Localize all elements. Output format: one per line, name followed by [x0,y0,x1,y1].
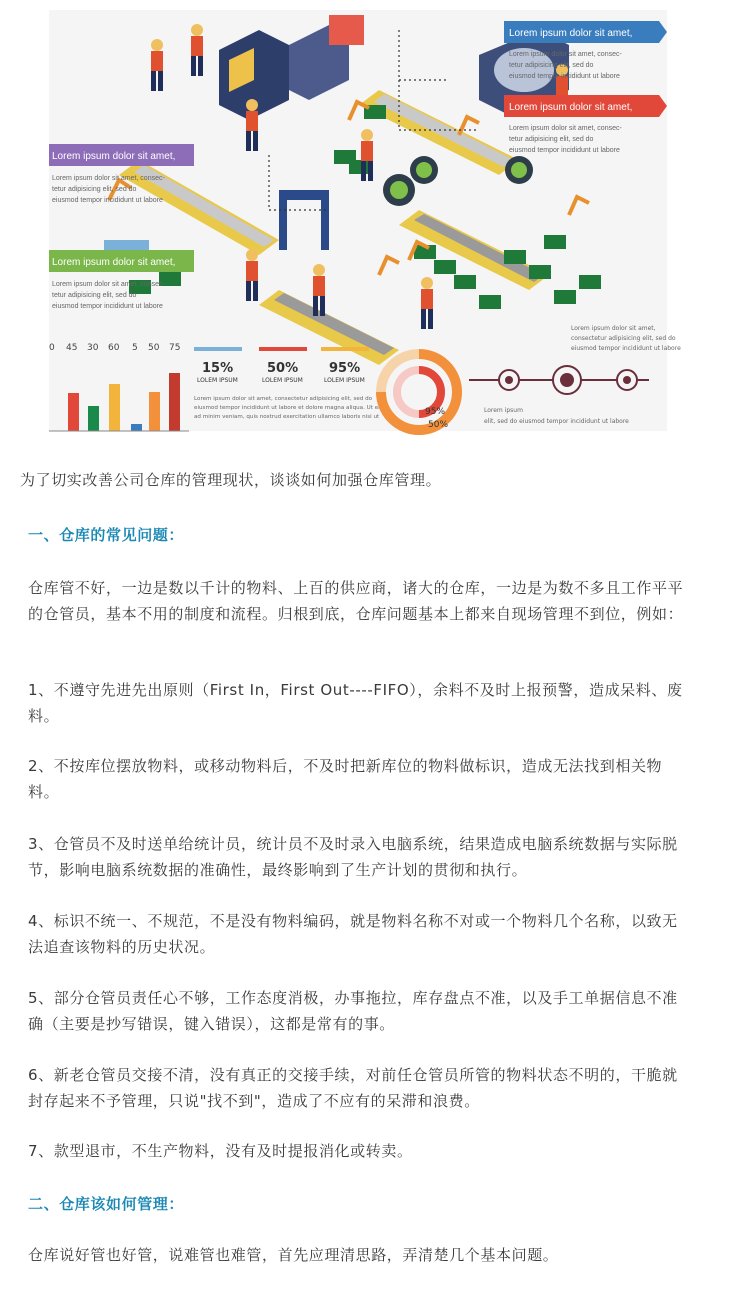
left-callout-line-1: Lorem ipsum dolor sit amet, consec- [52,175,165,182]
bottom-line-3: ad minim veniam, quis nostrud exercitation ullamco laboris nisi ut [194,414,380,420]
donut-label-1: 95% [425,407,446,417]
stat-1-caption: LOLEM IPSUM [197,377,238,384]
donut-label-2: 50% [428,420,449,430]
section-heading-1: 一、仓库的常见问题： [28,526,185,544]
bar-number-1: 0 [49,343,55,353]
mini-bar-1 [68,393,79,431]
bottom-line-2: eiusmod tempor incididunt ut labore et dolore magna aliqua. Ut enim [194,405,389,411]
bar-number-5: 5 [132,343,138,353]
article-intro: 为了切实改善公司仓库的管理现状，谈谈如何加强仓库管理。 [20,471,442,489]
list-item-2: 2、不按库位摆放物料，或移动物料后，不及时把新库位的物料做标识，造成无法找到相关物料。 [28,757,663,801]
left2-callout-line-3: eiusmod tempor incididunt ut labore [52,303,163,310]
left2-callout-title: Lorem ipsum dolor sit amet, [52,257,176,268]
bottom-line-1: Lorem ipsum dolor sit amet, consectetur adipisicing elit, sed do [194,396,373,402]
mini-bar-chart [49,343,189,431]
bottom-right-line-2: elit, sed do eiusmod tempor incididunt ut labore [484,418,629,425]
mid-right-callout-line-2: tetur adipisicing elit, sed do [509,136,594,143]
bottom-right-line-1: Lorem ipsum [484,407,523,414]
section-heading-2: 二、仓库该如何管理： [28,1195,185,1213]
left-callout-title: Lorem ipsum dolor sit amet, [52,151,176,162]
bar-number-2: 45 [66,343,78,353]
top-right-callout-title: Lorem ipsum dolor sit amet, [509,28,633,39]
machines [104,15,569,265]
donut-chart [381,354,457,430]
right-line-2: consectetur adipisicing elit, sed do [571,335,676,342]
conveyor-belts [119,90,549,365]
right-line-3: eiusmod tempor incididunt ut labore [571,345,681,352]
paragraph-2: 仓库说好管也好管，说难管也难管，首先应理清思路，弄清楚几个基本问题。 [28,1246,559,1264]
list-item-5: 5、部分仓管员责任心不够，工作态度消极，办事拖拉，库存盘点不准，以及手工单据信息不准确（主要是抄写错误，键入错误），这都是常有的事。 [28,989,678,1033]
top-right-callout-line-1: Lorem ipsum dolor sit amet, consec- [509,51,622,58]
list-item-1: 1、不遵守先进先出原则（First In，First Out----FIFO），余料不及时上报预警，造成呆料、废料。 [28,681,683,725]
right-line-1: Lorem ipsum dolor sit amet, [571,325,656,332]
list-item-3: 3、仓管员不及时送单给统计员，统计员不及时录入电脑系统，结果造成电脑系统数据与实际脱节，影响电脑系统数据的准确性，最终影响到了生产计划的贯彻和执行。 [28,835,678,879]
left-callout-line-3: eiusmod tempor incididunt ut labore [52,197,163,204]
paragraph-1: 仓库管不好，一边是数以千计的物料、上百的供应商，诸大的仓库，一边是为数不多且工作平平的仓管员，基本不用的制度和流程。归根到底，仓库问题基本上都来自现场管理不到位，例如： [28,579,684,623]
hero-illustration [49,10,681,431]
left2-callout-line-2: tetur adipisicing elit, sed do [52,292,137,299]
mini-bar-6 [169,373,180,431]
mini-bar-5 [149,392,160,431]
mid-right-callout-line-3: eiusmod tempor incididunt ut labore [509,147,620,154]
bar-number-7: 75 [169,343,181,353]
top-right-callout-line-3: eiusmod tempor incididunt ut labore [509,73,620,80]
stat-3-caption: LOLEM IPSUM [324,377,365,384]
stat-1: 15% [202,361,234,376]
stat-2-caption: LOLEM IPSUM [262,377,303,384]
list-item-7: 7、款型退市，不生产物料，没有及时提报消化或转卖。 [28,1142,413,1160]
left-callout-line-2: tetur adipisicing elit, sed do [52,186,137,193]
list-item-4: 4、标识不统一、不规范，不是没有物料编码，就是物料名称不对或一个物料几个名称，以致无法追查该物料的历史状况。 [28,912,678,956]
bar-number-4: 60 [108,343,120,353]
mid-right-callout-title: Lorem ipsum dolor sit amet, [509,102,633,113]
stat-2: 50% [267,361,299,376]
bar-number-3: 30 [87,343,99,353]
mini-bar-3 [109,384,120,431]
bar-number-6: 50 [148,343,160,353]
left2-callout-line-1: Lorem ipsum dolor sit amet, consec- [52,281,165,288]
stat-boxes [194,347,389,420]
list-item-6: 6、新老仓管员交接不清，没有真正的交接手续，对前任仓管员所管的物料状态不明的，干脆就封存起来不予管理，只说"找不到"，造成了不应有的呆滞和浪费。 [28,1066,678,1110]
mid-right-callout [504,95,667,154]
factory-illustration [49,10,681,431]
top-right-callout-line-2: tetur adipisicing elit, sed do [509,62,594,69]
mini-bar-2 [88,406,99,431]
mini-bar-4 [131,424,142,431]
timeline-graphic [469,325,681,425]
stat-3: 95% [329,361,361,376]
mid-right-callout-line-1: Lorem ipsum dolor sit amet, consec- [509,125,622,132]
